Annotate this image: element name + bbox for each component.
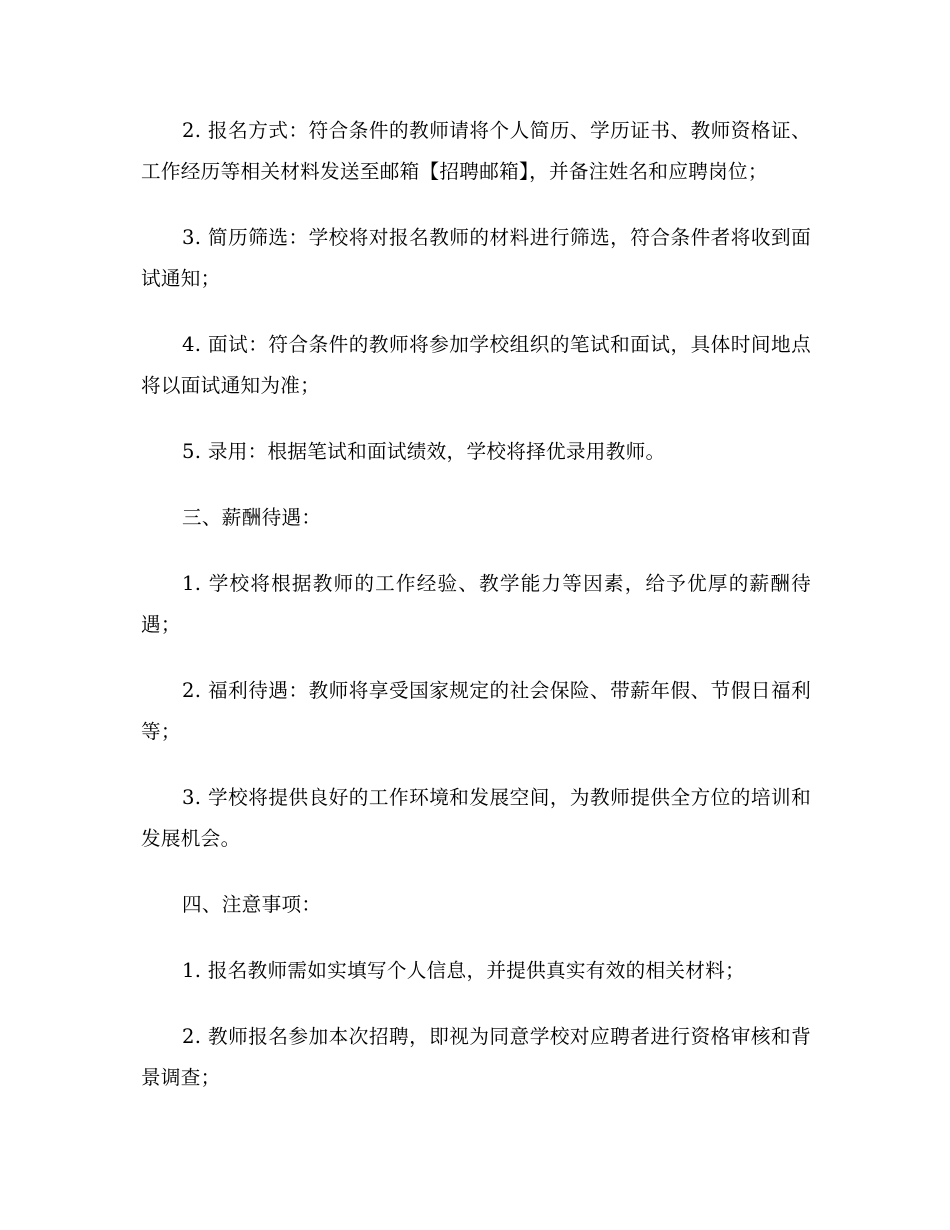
paragraph-interview: 4. 面试：符合条件的教师将参加学校组织的笔试和面试，具体时间地点将以面试通知为准； — [141, 333, 811, 397]
section-heading-salary: 三、薪酬待遇： — [182, 506, 322, 529]
paragraph-background-check: 2. 教师报名参加本次招聘，即视为同意学校对应聘者进行资格审核和背景调查； — [141, 1025, 811, 1089]
paragraph-benefits: 2. 福利待遇：教师将享受国家规定的社会保险、带薪年假、节假日福利等； — [141, 679, 811, 743]
paragraph-registration-method: 2. 报名方式：符合条件的教师请将个人简历、学历证书、教师资格证、工作经历等相关材料发送至邮箱【招聘邮箱】，并备注姓名和应聘岗位； — [141, 119, 811, 183]
paragraph-truthful-info: 1. 报名教师需如实填写个人信息，并提供真实有效的相关材料； — [182, 959, 745, 982]
paragraph-environment: 3. 学校将提供良好的工作环境和发展空间，为教师提供全方位的培训和发展机会。 — [141, 786, 811, 850]
document-body — [141, 110, 811, 1123]
paragraph-salary: 1. 学校将根据教师的工作经验、教学能力等因素，给予优厚的薪酬待遇； — [141, 572, 811, 636]
paragraph-hiring: 5. 录用：根据笔试和面试绩效，学校将择优录用教师。 — [182, 440, 666, 463]
section-heading-notes: 四、注意事项： — [182, 893, 322, 916]
paragraph-resume-screening: 3. 简历筛选：学校将对报名教师的材料进行筛选，符合条件者将收到面试通知； — [141, 226, 811, 290]
